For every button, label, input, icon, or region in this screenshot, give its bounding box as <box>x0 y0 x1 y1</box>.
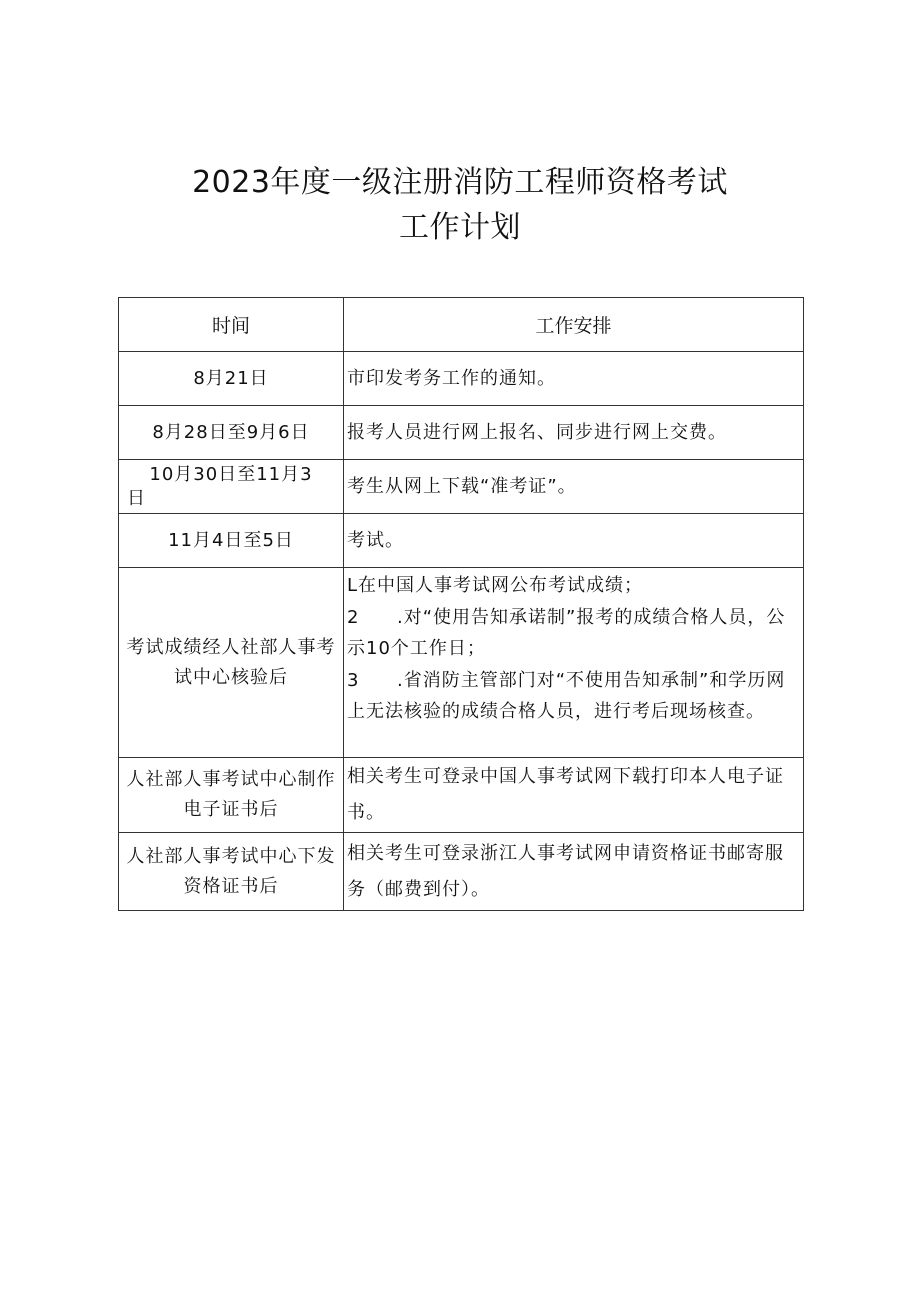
document-title: 2023年度一级注册消防工程师资格考试 <box>192 165 728 200</box>
list-item <box>347 570 800 602</box>
list-item-num: 3 <box>347 669 360 691</box>
row-time: 11月4日至5日 <box>119 514 344 568</box>
list-item-num: L <box>347 575 359 596</box>
table-header-row <box>119 298 804 352</box>
row-task: 报考人员进行网上报名、同步进行网上交费。 <box>344 406 804 460</box>
row-time: 人社部人事考试中心下发资格证书后 <box>119 833 344 911</box>
table-row <box>119 460 804 514</box>
row-task: 相关考生可登录中国人事考试网下载打印本人电子证书。 <box>344 758 804 833</box>
row-task: 考生从网上下载“准考证”。 <box>344 460 804 514</box>
work-plan-table <box>118 297 804 911</box>
row-task: 市印发考务工作的通知。 <box>344 352 804 406</box>
header-time: 时间 <box>119 298 344 352</box>
table-row <box>119 568 804 758</box>
header-task: 工作安排 <box>344 298 804 352</box>
list-item <box>347 602 800 665</box>
table-row <box>119 514 804 568</box>
table-row <box>119 352 804 406</box>
list-item-text: 在中国人事考试网公布考试成绩； <box>358 575 644 596</box>
table-row <box>119 833 804 911</box>
list-item-text: .对“使用告知承诺制”报考的成绩合格人员，公示10个工作日； <box>347 606 786 659</box>
row-time-line1: 10月30日至11月3 <box>149 463 313 485</box>
row-time: 考试成绩经人社部人事考试中心核验后 <box>119 568 344 758</box>
row-time: 8月28日至9月6日 <box>119 406 344 460</box>
row-time-line2: 日 <box>127 487 146 509</box>
row-task-list <box>344 568 804 758</box>
row-time: 人社部人事考试中心制作电子证书后 <box>119 758 344 833</box>
row-time: 8月21日 <box>119 352 344 406</box>
row-task: 相关考生可登录浙江人事考试网申请资格证书邮寄服务（邮费到付）。 <box>344 833 804 911</box>
list-item <box>347 665 800 728</box>
table-row <box>119 758 804 833</box>
row-time <box>119 460 344 514</box>
table-row <box>119 406 804 460</box>
list-item-num: 2 <box>347 606 360 628</box>
list-item-text: .省消防主管部门对“不使用告知承制”和学历网上无法核验的成绩合格人员，进行考后现场核查。 <box>347 669 786 722</box>
row-task: 考试。 <box>344 514 804 568</box>
document-subtitle: 工作计划 <box>399 210 521 245</box>
